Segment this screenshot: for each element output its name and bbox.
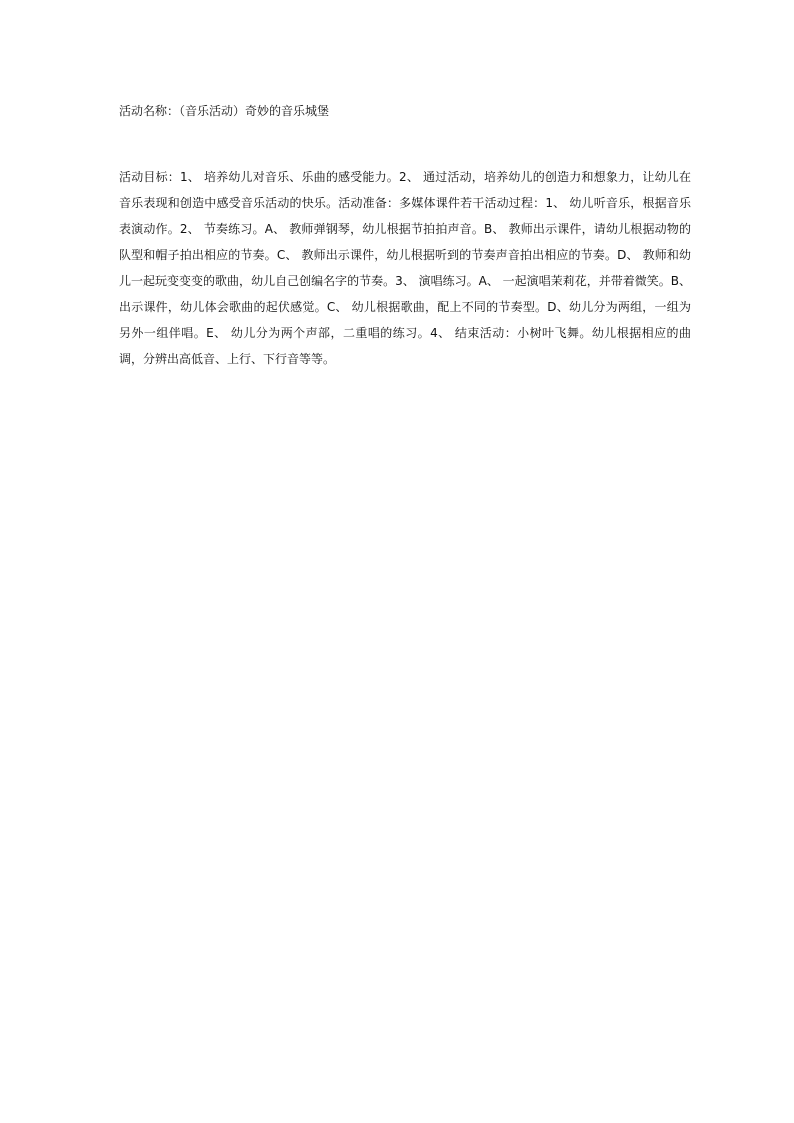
- activity-body-text: 活动目标：1、 培养幼儿对音乐、乐曲的感受能力。2、 通过活动，培养幼儿的创造力和想象力，让幼儿在音乐表现和创造中感受音乐活动的快乐。活动准备：多媒体课件若干活动过程：1、 幼儿听音乐，根据音乐表演动作。2、 节奏练习。A、 教师弹钢琴，幼儿根据节拍拍声音。B、 教师出示课件，请幼儿根据动物的队型和帽子拍出相应的节奏。C、 教师出示课件，幼儿根据听到的节奏声音拍出相应的节奏。D、 教师和幼儿一起玩变变变的歌曲，幼儿自己创编名字的节奏。3、 演唱练习。A、 一起演唱茉莉花，并带着微笑。B、 出示课件，幼儿体会歌曲的起伏感觉。C、 幼儿根据歌曲，配上不同的节奏型。D、幼儿分为两组，一组为另外一组伴唱。E、 幼儿分为两个声部，二重唱的练习。4、 结束活动：小树叶飞舞。幼儿根据相应的曲调，分辨出高低音、上行、下行音等等。: [119, 170, 691, 366]
- document-content: [119, 96, 691, 372]
- activity-title: 活动名称：（音乐活动）奇妙的音乐城堡: [119, 104, 330, 118]
